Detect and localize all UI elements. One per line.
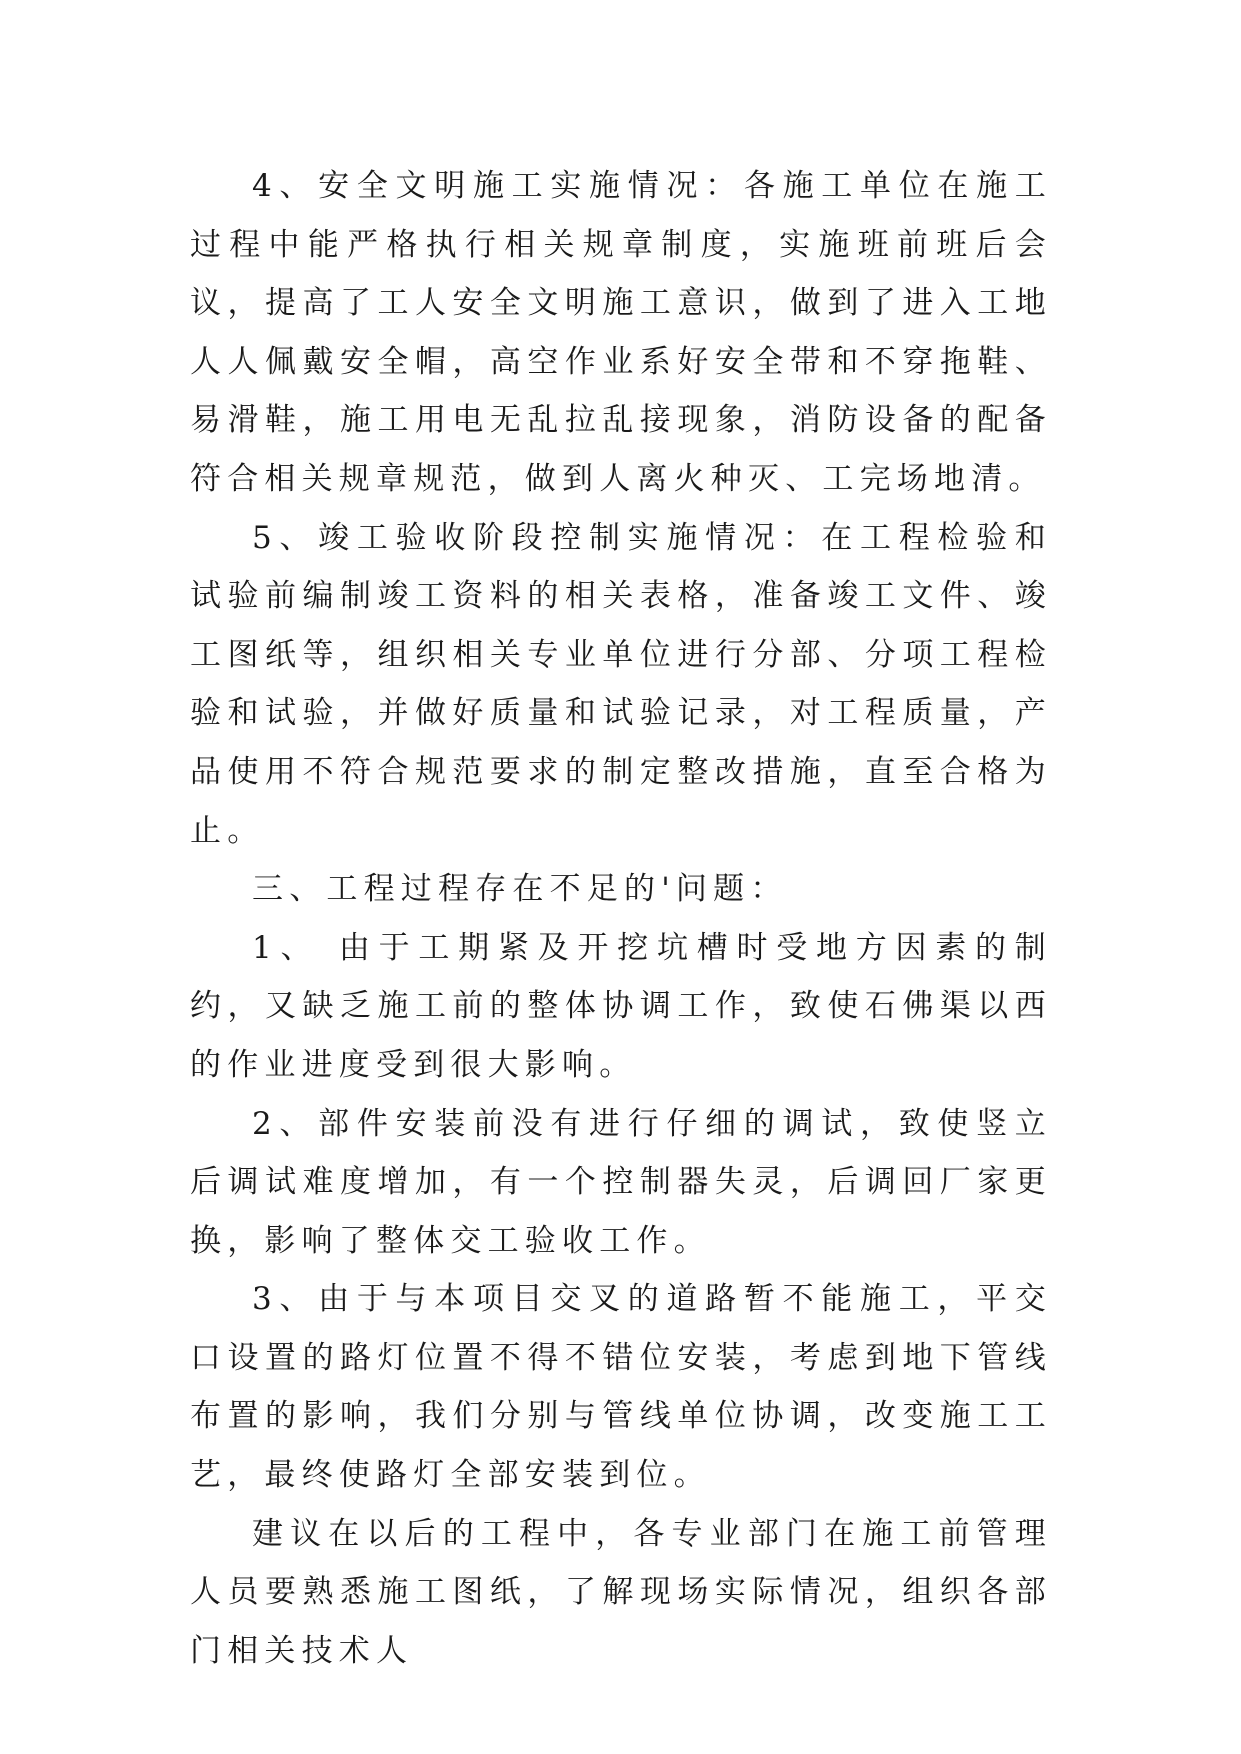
paragraph-completion-acceptance: 5、竣工验收阶段控制实施情况：在工程检验和试验前编制竣工资料的相关表格，准备竣工文件、竣工图纸等，组织相关专业单位进行分部、分项工程检验和试验，并做好质量和试验记录，对工程质量，产品使用不符合规范要求的制定整改措施，直至合格为止。 [190,519,1052,849]
paragraph-problem-1: 1、 由于工期紧及开挖坑槽时受地方因素的制约，又缺乏施工前的整体协调工作，致使石佛渠以西的作业进度受到很大影响。 [190,929,1052,1083]
paragraph-safety-civilized-construction: 4、安全文明施工实施情况：各施工单位在施工过程中能严格执行相关规章制度，实施班前班后会议，提高了工人安全文明施工意识，做到了进入工地人人佩戴安全帽，高空作业系好安全带和不穿拖鞋、易滑鞋，施工用电无乱拉乱接现象，消防设备的配备符合相关规章规范，做到人离火种灭、工完场地清。 [190,168,1052,497]
document-body [190,157,1052,1680]
section-heading-problems: 三、工程过程存在不足的'问题： [252,871,788,908]
paragraph-problem-2: 2、部件安装前没有进行仔细的调试，致使竖立后调试难度增加，有一个控制器失灵，后调回厂家更换，影响了整体交工验收工作。 [190,1105,1052,1259]
paragraph-suggestion: 建议在以后的工程中，各专业部门在施工前管理人员要熟悉施工图纸，了解现场实际情况，组织各部门相关技术人 [190,1515,1052,1669]
paragraph-problem-3: 3、由于与本项目交叉的道路暂不能施工，平交口设置的路灯位置不得不错位安装，考虑到地下管线布置的影响，我们分别与管线单位协调，改变施工工艺，最终使路灯全部安装到位。 [190,1281,1052,1494]
